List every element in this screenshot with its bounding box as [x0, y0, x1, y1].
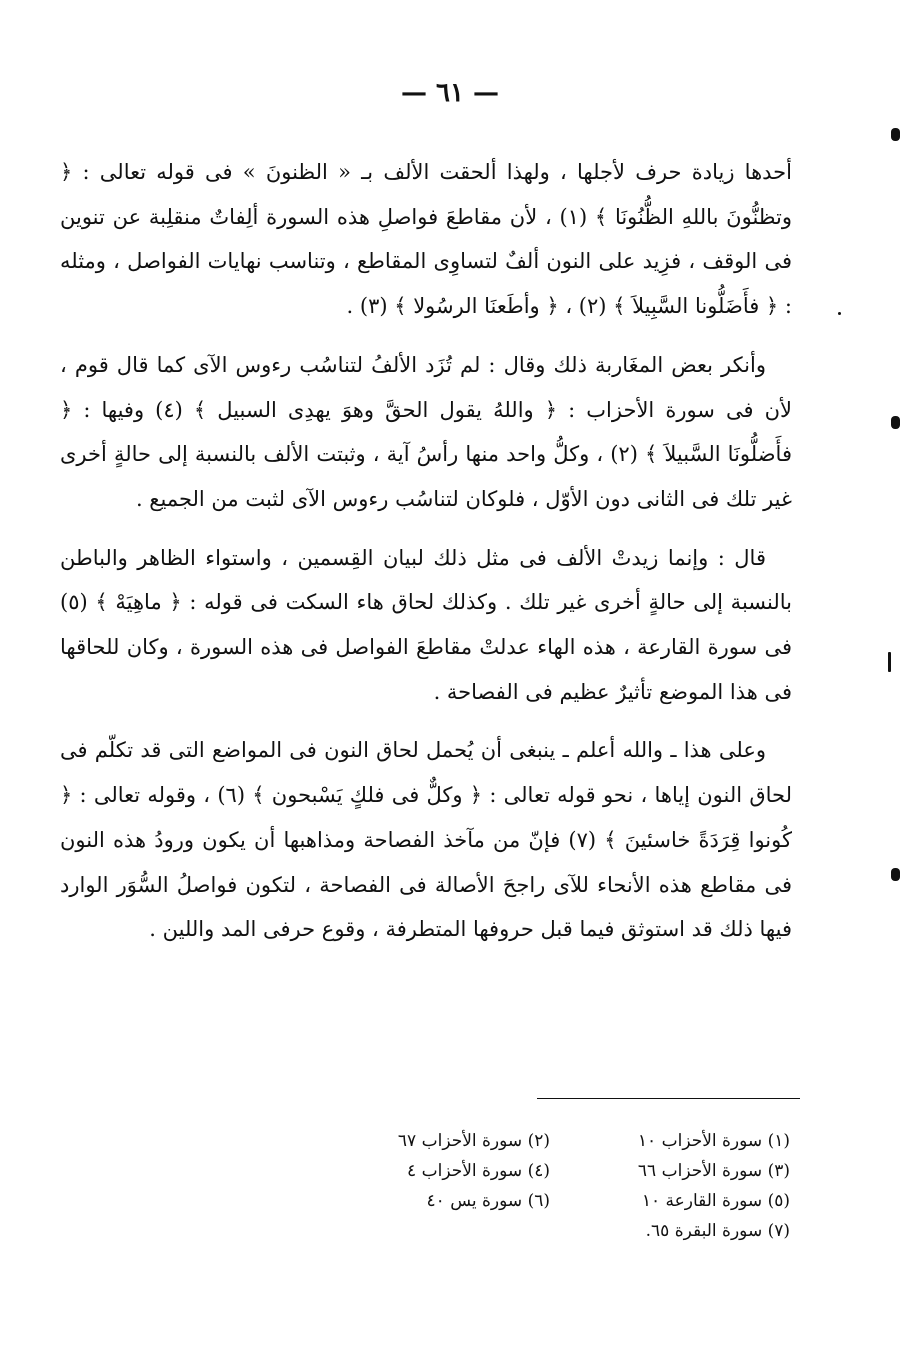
footnote-separator: [537, 1098, 800, 1099]
body-text: [60, 150, 792, 952]
margin-mark: [891, 128, 900, 141]
footnote-3: (٣) سورة الأحزاب ٦٦: [637, 1161, 790, 1181]
margin-mark: [888, 652, 891, 672]
paragraph-3: قال : وإنما زيدتْ الألف فى مثل ذلك لبيان القِسمين ، واستواء الظاهر والباطن بالنسبة إلى حالةٍ أخرى غير تلك . وكذلك لحاق هاء السكت فى قوله : ﴿ ماهِيَهْ ﴾ (٥) فى سورة القارعة ، هذه الهاء عدلتْ مقاطعَ الفواصل فى هذه السورة ، وكان للحاقها فى هذا الموضع تأثيرٌ عظيم فى الفصاحة .: [60, 545, 792, 704]
margin-mark: [891, 868, 900, 881]
footnote-5: (٥) سورة القارعة ١٠: [641, 1191, 790, 1211]
footnote-6: (٦) سورة يس ٤٠: [426, 1191, 550, 1211]
paragraph-4: وعلى هذا ـ والله أعلم ـ ينبغى أن يُحمل لحاق النون فى المواضع التى قد تكلّم فى لحاق النون إياها ، نحو قوله تعالى : ﴿ وكلٌّ فى فلكٍ يَسْبحون ﴾ (٦) ، وقوله تعالى : ﴿ كُونوا قِرَدَةً خاسئينَ ﴾ (٧) فإنّ من مآخذ الفصاحة ومذاهبها أن يكون ورودُ هذه النون فى مقاطع هذه الأنحاء للآى راجحَ الأصالة فى الفصاحة ، لتكون فواصلُ السُّوَر الوارد فيها ذلك قد استوثق فيما قبل حروفها المتطرفة ، وقوع حرفى المد واللين .: [60, 738, 792, 942]
footnote-4: (٤) سورة الأحزاب ٤: [407, 1161, 550, 1181]
footnote-1: (١) سورة الأحزاب ١٠: [637, 1131, 790, 1151]
footnote-2: (٢) سورة الأحزاب ٦٧: [397, 1131, 550, 1151]
paragraph-2: وأنكر بعض المغَاربة ذلك وقال : لم تُزَد الألفُ لتناسُب رءوس الآى كما قال قوم ، لأن فى سورة الأحزاب : ﴿ واللهُ يقول الحقَّ وهوَ يهدِى السبيل ﴾ (٤) وفيها : ﴿ فأَضلُّونَا السَّبيلاَ ﴾ (٢) ، وكلُّ واحد منها رأسُ آية ، وثبتت الألف بالنسبة إلى حالةٍ أخرى غير تلك فى الثانى دون الأوّل ، فلوكان لتناسُب رءوس الآى لثبت من الجميع .: [60, 352, 792, 511]
footnotes: [330, 1128, 790, 1244]
footnote-7: (٧) سورة البقرة ٦٥.: [645, 1221, 790, 1241]
margin-mark: [838, 312, 841, 315]
margin-mark: [891, 416, 900, 429]
page-number: — ٦١ —: [400, 78, 500, 108]
paragraph-1: أحدها زيادة حرف لأجلها ، ولهذا ألحقت الألف بـ « الظنونَ » فى قوله تعالى : ﴿ وتظنُّونَ باللهِ الظُّنُونَا ﴾ (١) ، لأن مقاطعَ فواصلِ هذه السورة ألِفاتٌ منقلِبة عن تنوين فى الوقف ، فزِيد على النون ألفٌ لتساوِى المقاطع ، وتناسب نهايات الفواصل ، ومثله : ﴿ فأَضَلُّونا السَّبِيلاَ ﴾ (٢) ، ﴿ وأطَعنَا الرسُولا ﴾ (٣) .: [60, 160, 792, 319]
